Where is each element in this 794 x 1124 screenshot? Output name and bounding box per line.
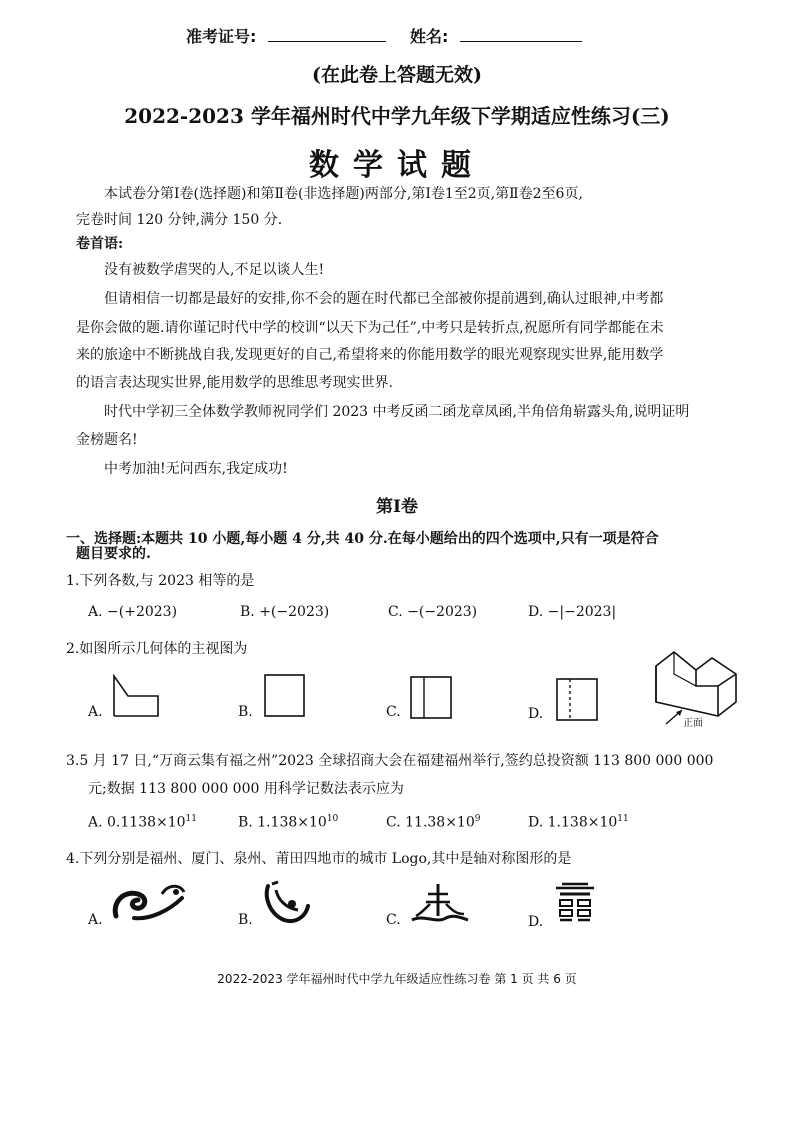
quanzhou-logo-icon [410, 880, 470, 926]
q1-option-a: A. −(+2023) [88, 604, 178, 620]
question-3-stem-a: 3.5 月 17 日,“万商云集有福之州”2023 全球招商大会在福建福州举行,签约总投资额 113 800 000 000 [66, 753, 714, 769]
volume-title: 第Ⅰ卷 [376, 497, 418, 517]
q4-option-b-letter: B. [238, 912, 253, 928]
q2-option-d-figure [556, 678, 600, 722]
preface-p3-line-b: 金榜题名! [76, 432, 138, 448]
q2-option-b-letter: B. [238, 704, 253, 720]
name-field [410, 24, 582, 47]
intro-line-2: 完卷时间 120 分钟,满分 150 分. [76, 212, 283, 228]
exam-title: 2022-2023 学年福州时代中学九年级下学期适应性练习(三) [124, 104, 670, 128]
exam-number-blank [268, 27, 386, 42]
q1-option-d: D. −|−2023| [528, 604, 617, 620]
q3-option-c: C. $11.38\times 10^9$ [386, 814, 481, 831]
preface-p1: 没有被数学虐哭的人,不足以谈人生! [104, 262, 325, 278]
fuzhou-logo-icon [110, 880, 190, 926]
q2-option-d-letter: D. [528, 706, 544, 722]
name-blank [460, 27, 582, 42]
exam-number-label: 准考证号: [186, 27, 257, 46]
preface-p2-line-d: 的语言表达现实世界,能用数学的思维思考现实世界. [76, 375, 393, 391]
q3-option-d: D. $1.138\times 10^{11}$ [528, 814, 629, 831]
q3-option-b: B. $1.138\times 10^{10}$ [238, 814, 339, 831]
q2-option-a-figure [112, 674, 162, 718]
q4-option-c-letter: C. [386, 912, 401, 928]
q2-option-b-figure [264, 674, 306, 718]
invalid-notice: (在此卷上答题无效) [312, 64, 482, 86]
preface-p2-line-b: 是你会做的题.请你谨记时代中学的校训“以天下为己任”,中考只是转折点,祝愿所有同学都能在未 [76, 320, 664, 336]
preface-p2-line-c: 来的旅途中不断挑战自我,发现更好的自己,希望将来的你能用数学的眼光观察现实世界,能用数学 [76, 347, 664, 363]
question-4-stem: 4.下列分别是福州、厦门、泉州、莆田四地市的城市 Logo,其中是轴对称图形的是 [66, 851, 572, 867]
section-instruction-b: 题目要求的. [76, 546, 151, 562]
subject-title: 数学试题 [309, 148, 485, 183]
exam-number-field [186, 24, 386, 47]
q1-option-b: B. +(−2023) [240, 604, 330, 620]
name-label: 姓名: [410, 27, 449, 46]
intro-line-1: 本试卷分第Ⅰ卷(选择题)和第Ⅱ卷(非选择题)两部分,第Ⅰ卷1至2页,第Ⅱ卷2至6页, [104, 186, 583, 202]
preface-p3-line-a: 时代中学初三全体数学教师祝同学们 2023 中考反函二函龙章凤函,半角倍角崭露头角,说明证明 [104, 404, 690, 420]
q2-option-c-figure [410, 676, 454, 720]
question-2-stem: 2.如图所示几何体的主视图为 [66, 641, 248, 657]
putian-logo-icon [552, 882, 598, 926]
q3-option-a: A. $0.1138\times 10^{11}$ [88, 814, 197, 831]
preface-p2-line-a: 但请相信一切都是最好的安排,你不会的题在时代都已全部被你提前遇到,确认过眼神,中考都 [104, 291, 664, 307]
preface-p4: 中考加油!无问西东,我定成功! [104, 461, 288, 477]
q2-option-a-letter: A. [88, 704, 103, 720]
question-1-stem: 1.下列各数,与 2023 相等的是 [66, 573, 255, 589]
page-footer: 2022-2023 学年福州时代中学九年级适应性练习卷 第 1 页 共 6 页 [217, 972, 577, 986]
front-view-label: 正面 [683, 718, 703, 729]
preface-label: 卷首语: [76, 236, 124, 252]
question-3-stem-b: 元;数据 113 800 000 000 用科学记数法表示应为 [88, 781, 404, 797]
q4-option-d-letter: D. [528, 914, 544, 930]
q1-option-c: C. −(−2023) [388, 604, 478, 620]
q2-option-c-letter: C. [386, 704, 401, 720]
xiamen-logo-icon [262, 880, 312, 926]
q4-option-a-letter: A. [88, 912, 103, 928]
section-instruction-a: 一、选择题:本题共 10 小题,每小题 4 分,共 40 分.在每小题给出的四个选项中,只有一项是符合 [66, 531, 659, 547]
